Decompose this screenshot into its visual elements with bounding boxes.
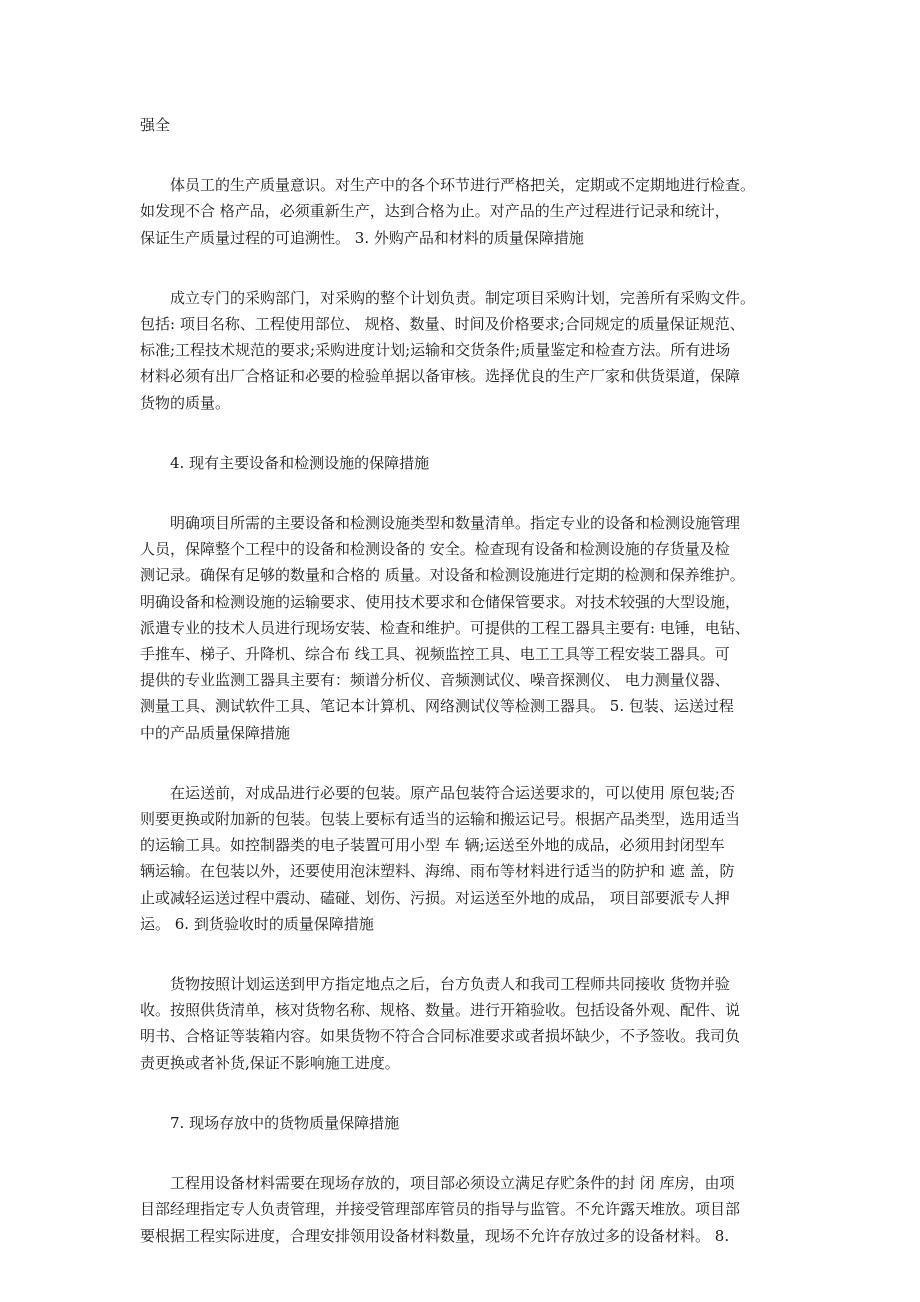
- text-line: 测量工具、测试软件工具、笔记本计算机、网络测试仪等检测工器具。 5. 包装、运送过程: [140, 697, 734, 716]
- text-line: 辆运输。在包装以外，还要使用泡沫塑料、海绵、雨布等材料进行适当的防护和 遮 盖，防: [140, 862, 735, 881]
- text-line: 要根据工程实际进度，合理安排领用设备材料数量，现场不允许存放过多的设备材料。 8.: [140, 1226, 730, 1245]
- text-line: 派遣专业的技术人员进行现场安装、检查和维护。可提供的工程工器具主要有: 电锤，电钻、: [140, 618, 750, 637]
- text-line: 的运输工具。如控制器类的电子装置可用小型 车 辆;运送至外地的成品，必须用封闭型车: [140, 836, 725, 855]
- text-line: 明书、合格证等装箱内容。如果货物不符合合同标准要求或者损坏缺少，不予签收。我司负: [140, 1027, 741, 1046]
- text-line: 标准;工程技术规范的要求;采购进度计划;运输和交货条件;质量鉴定和检查方法。所有进场: [140, 341, 731, 360]
- text-line: 人员，保障整个工程中的设备和检测设备的 安全。检查现有设备和检测设施的存货量及检: [140, 540, 730, 559]
- text-line: 测记录。确保有足够的数量和合格的 质量。对设备和检测设施进行定期的检测和保养维护。: [140, 566, 745, 585]
- paragraph-acceptance: [140, 971, 780, 1076]
- text-line: 体员工的生产质量意识。对生产中的各个环节进行严格把关，定期或不定期地进行检查。: [170, 176, 756, 195]
- text-line: 责更换或者补货,保证不影响施工进度。: [140, 1053, 400, 1072]
- text-line: 明确项目所需的主要设备和检测设施类型和数量清单。指定专业的设备和检测设施管理: [170, 514, 741, 533]
- text-line: 包括: 项目名称、工程使用部位、 规格、数量、时间及价格要求;合同规定的质量保证规范、: [140, 315, 745, 334]
- text-line: 货物按照计划运送到甲方指定地点之后，台方负责人和我司工程师共同接收 货物并验: [170, 975, 730, 994]
- section-heading-4: 4. 现有主要设备和检测设施的保障措施: [170, 453, 430, 472]
- text-line: 在运送前，对成品进行必要的包装。原产品包装符合运送要求的，可以使用 原包装;否: [170, 783, 735, 802]
- text-line: 工程用设备材料需要在现场存放的，项目部必须设立满足存贮条件的封 闭 库房，由项: [170, 1174, 735, 1193]
- text-line: 材料必须有出厂合格证和必要的检验单据以备审核。选择优良的生产厂家和供货渠道，保障: [140, 367, 741, 386]
- text-line: 手推车、梯子、升降机、综合布 线工具、视频监控工具、电工工具等工程安装工器具。可: [140, 645, 730, 664]
- text-line: 成立专门的采购部门，对采购的整个计划负责。制定项目采购计划，完善所有采购文件。: [170, 288, 756, 307]
- text-line: 目部经理指定专人负责管理，并接受管理部库管员的指导与监管。不允许露天堆放。项目部: [140, 1200, 741, 1219]
- text-line: 运。 6. 到货验收时的质量保障措施: [140, 914, 374, 933]
- paragraph-equipment: [140, 510, 780, 746]
- text-line: 提供的专业监测工器具主要有：频谱分析仪、音频测试仪、噪音探测仪、 电力测量仪器、: [140, 671, 730, 690]
- paragraph-quality-awareness: [140, 172, 780, 251]
- text-line: 明确设备和检测设施的运输要求、使用技术要求和仓储保管要求。对技术较强的大型设施，: [140, 592, 741, 611]
- section-heading-7: 7. 现场存放中的货物质量保障措施: [170, 1113, 400, 1132]
- paragraph-storage: [140, 1170, 780, 1249]
- continuation-fragment: 强全: [140, 116, 171, 134]
- text-line: 收。按照供货清单，核对货物名称、规格、数量。进行开箱验收。包括设备外观、配件、说: [140, 1001, 741, 1020]
- paragraph-procurement: [140, 285, 780, 416]
- paragraph-packaging: [140, 780, 780, 937]
- text-line: 保证生产质量过程的可追溯性。 3. 外购产品和材料的质量保障措施: [140, 228, 584, 247]
- text-line: 中的产品质量保障措施: [140, 723, 291, 742]
- text-line: 则要更换或附加新的包装。包装上要标有适当的运输和搬运记号。根据产品类型，选用适当: [140, 810, 741, 829]
- text-line: 如发现不合 格产品，必须重新生产，达到合格为止。对产品的生产过程进行记录和统计，: [140, 202, 730, 221]
- text-line: 货物的质量。: [140, 393, 231, 412]
- text-line: 止或减轻运送过程中震动、磕碰、划伤、污损。对运送至外地的成品， 项目部要派专人押: [140, 888, 730, 907]
